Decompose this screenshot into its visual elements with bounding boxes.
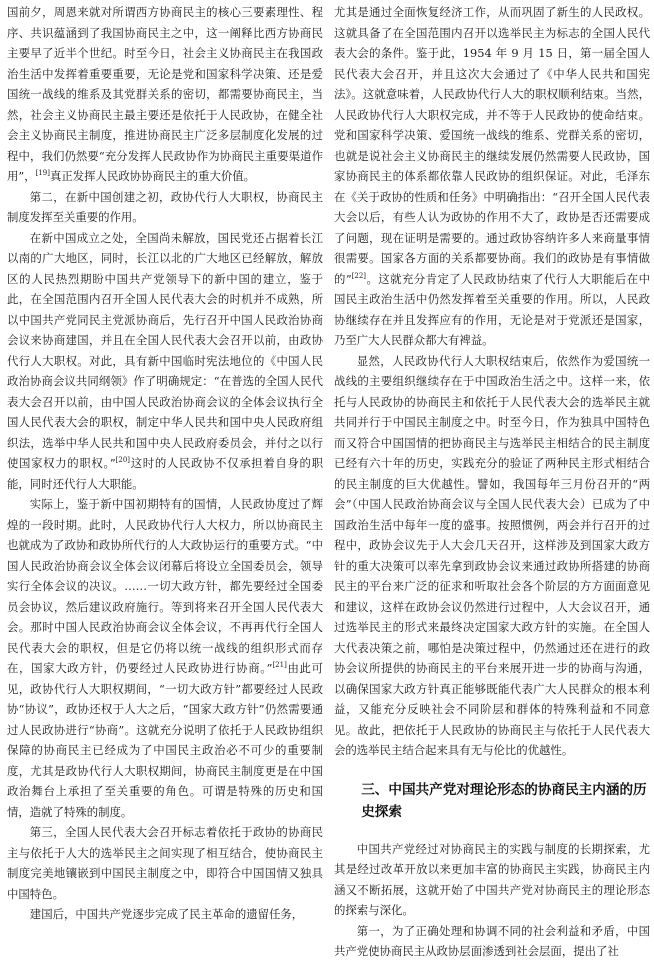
paragraph-text: 第三，全国人民代表大会召开标志着依托于政协的协商民主与依托于人大的选举民主之间实现了相互结合，使协商民主制度完美地镶嵌到中国民主制度之中，即符合中国国情又独具中国特色。 bbox=[7, 825, 323, 901]
paragraph-text: 第二，在新中国创建之初，政协代行人大职权，协商民主制度发挥至关重要的作用。 bbox=[7, 189, 323, 224]
body-paragraph bbox=[7, 822, 323, 904]
section-heading-text: 中国共产党对理论形态的协商民主内涵的历史探索 bbox=[361, 781, 647, 820]
body-paragraph bbox=[334, 351, 650, 761]
body-paragraph bbox=[7, 904, 323, 925]
citation-ref: [22] bbox=[351, 271, 367, 280]
paragraph-text: 尤其是通过全面恢复经济工作，从而巩固了新生的人民政权。这就具备了在全国范围内召开以选举民主为标志的全国人民代表大会的条件。鉴于此，1954 年 9 月 15 日，第一届全国人民代表大会召开，并且这次大会通过了《中华人民共和国宪法》。这就意味着，人民政协代行人大的职权顺利结束。当然，人民政协代行人大职权完成，并不等于人民政协的使命结束。党和国家科学决策、爱国统一战线的维系、党群关系的密切，也就是说社会主义协商民主的继续发展仍然需要人民政协，国家协商民主的体系都依靠人民政协的组织保证。对此，毛泽东在《关于政协的性质和任务》中明确指出：“召开全国人民代表大会以后，有些人认为政协的作用不大了，政协是否还需要成了问题，现在证明是需要的。通过政协容纳许多人来商量事情很需要。国家各方面的关系都要协商。我们的政协是有事情做的” bbox=[334, 5, 650, 286]
paragraph-text: 第一，为了正确处理和协调不同的社会利益和矛盾，中国共产党使协商民主从政协层面渗透到社会层面，提出了社 bbox=[334, 923, 650, 958]
citation-ref: [19] bbox=[35, 169, 50, 178]
paragraph-text: 中国共产党经过对协商民主的实践与制度的长期探索，尤其是经过改革开放以来更加丰富的协商民主实践，协商民主内涵又不断拓展，这就开始了中国共产党对协商民主的理论形态的探索与深化。 bbox=[334, 841, 650, 917]
paragraph-text-continued: 这时的人民政协不仅承担着自身的职能，同时还代行人大职能。 bbox=[7, 456, 323, 491]
left-column bbox=[7, 2, 323, 921]
paragraph-text-continued: 由此可见，政协代行人大职权期间，“一切大政方针”都要经过人民政协“协议”，政协还权于人大之后，“国家大政方针”仍然需要通过人民政协进行“协商”。这就充分说明了依托于人民政协组织保障的协商民主已经成为了中国民主政治必不可少的重要制度，尤其是政协代行人大职权期间，协商民主制度更是在中国政治舞台上承担了至关重要的角色。可谓是特殊的历史和国情，造就了特殊的制度。 bbox=[7, 661, 323, 819]
paragraph-text: 建国后，中国共产党逐步完成了民主革命的遗留任务， bbox=[29, 907, 304, 921]
body-paragraph bbox=[7, 494, 323, 822]
body-paragraph bbox=[7, 228, 323, 495]
body-paragraph bbox=[7, 187, 323, 228]
body-paragraph bbox=[334, 839, 650, 921]
paragraph-text: 国前夕，周恩来就对所谓西方协商民主的核心三要素理性、程序、共识蕴涵到了我国协商民主之中，这一阐释比西方协商民主要早了近半个世纪。时至今日，社会主义协商民主在我国政治生活中发挥着重要重要，无论是党和国家科学决策、还是爱国统一战线的维系及其党群关系的密切，都需要协商民主，当然，社会主义协商民主最主要还是依托于人民政协，在健全社会主义协商民主制度，推进协商民主广泛多层制度化发展的过程中，我们仍然要“充分发挥人民政协作为协商民主重要渠道作用”， bbox=[7, 5, 323, 183]
paragraph-text: 在新中国成立之处，全国尚未解放，国民党还占据着长江以南的广大地区，同时，长江以北的广大地区已经解放，解放区的人民热烈期盼中国共产党领导下的新中国的建立，鉴于此，在全国范围内召开全国人民代表大会的时机并不成熟，所以中国共产党同民主党派协商后，先行召开中国人民政治协商会议来协商建国，并且在全国人民代表大会召开以前，由政协代行人大职权。对此，具有新中国临时宪法地位的《中国人民政治协商会议共同纲领》作了明确规定：“在普选的全国人民代表大会召开以前，由中国人民政治协商会议的全体会议执行全国人民代表大会的职权，制定中华人民共和国中央人民政府组织法，选举中华人民共和国中央人民政府委员会，并付之以行使国家权力的职权。” bbox=[7, 230, 323, 470]
body-paragraph bbox=[334, 921, 650, 962]
section-heading bbox=[334, 779, 650, 823]
section-number: 三、 bbox=[361, 781, 389, 798]
paragraph-text-continued: 。这就充分肯定了人民政协结束了代行人大职能后在中国民主政治生活中仍然发挥着至关重要的作用。所以，人民政协继续存在并且发挥应有的作用，无论是对于党派还是国家，乃至广大人民群众都大有裨益。 bbox=[334, 271, 650, 347]
citation-ref: [21] bbox=[272, 661, 287, 670]
citation-ref: [20] bbox=[115, 456, 131, 465]
paragraph-text-continued: 真正发挥人民政协协商民主的重大价值。 bbox=[49, 169, 256, 183]
body-paragraph bbox=[7, 2, 323, 187]
paragraph-text: 实际上，鉴于新中国初期特有的国情，人民政协度过了辉煌的一段时期。此时，人民政协代行人大权力，所以协商民主也就成为了政协和政协所代行的人大政协运行的重要方式。“中国人民政治协商会议全体会议闭幕后将设立全国委员会，领导实行全体会议的决议。……一切大政方针，都先要经过全国委员会协议，然后建议政府施行。等到将来召开全国人民代表大会。那时中国人民政治协商会议全体会议，不再再代行全国人民代表大会的职权，但是它仍将以统一战线的组织形式而存在，国家大政方针，仍要经过人民政协进行协商。” bbox=[7, 497, 323, 675]
body-paragraph bbox=[334, 2, 650, 351]
paragraph-text: 显然，人民政协代行人大职权结束后，依然作为爱国统一战线的主要组织继续存在于中国政治生活之中。这样一来，依托与人民政协的协商民主和依托于人民代表大会的选举民主就共同并行于中国民主制度之中。时至今日，作为独具中国特色而又符合中国国情的把协商民主与选举民主相结合的民主制度已经有六十年的历史，实践充分的验证了两种民主形式相结合的民主制度的巨大优越性。譬如，我国每年三月份召开的“两会”（中国人民政治协商会议与全国人民代表大会）已成为了中国政治生活中每年一度的盛事。按照惯例，两会并行召开的过程中，政协会议先于人大会几天召开，这样涉及到国家大政方针的重大决策可以率先拿到政协会议来通过政协所搭建的协商民主的平台来广泛的征求和听取社会各个阶层的方方面面意见和建议，这样在政协会议仍然进行过程中，人大会议召开，通过选举民主的形式来最终决定国家大政方针的实施。在全国人大代表决策之前，哪怕是决策过程中，仍然通过还在进行的政协会议所提供的协商民主的平台来展开进一步的协商与沟通，以确保国家大政方针真正能够既能代表广大人民群众的根本利益，又能充分反映社会不同阶层和群体的特殊利益和不同意见。故此，把依托于人民政协的协商民主与依托于人民代表大会的选举民主结合起来具有无与伦比的优越性。 bbox=[334, 353, 650, 757]
right-column bbox=[334, 2, 650, 958]
